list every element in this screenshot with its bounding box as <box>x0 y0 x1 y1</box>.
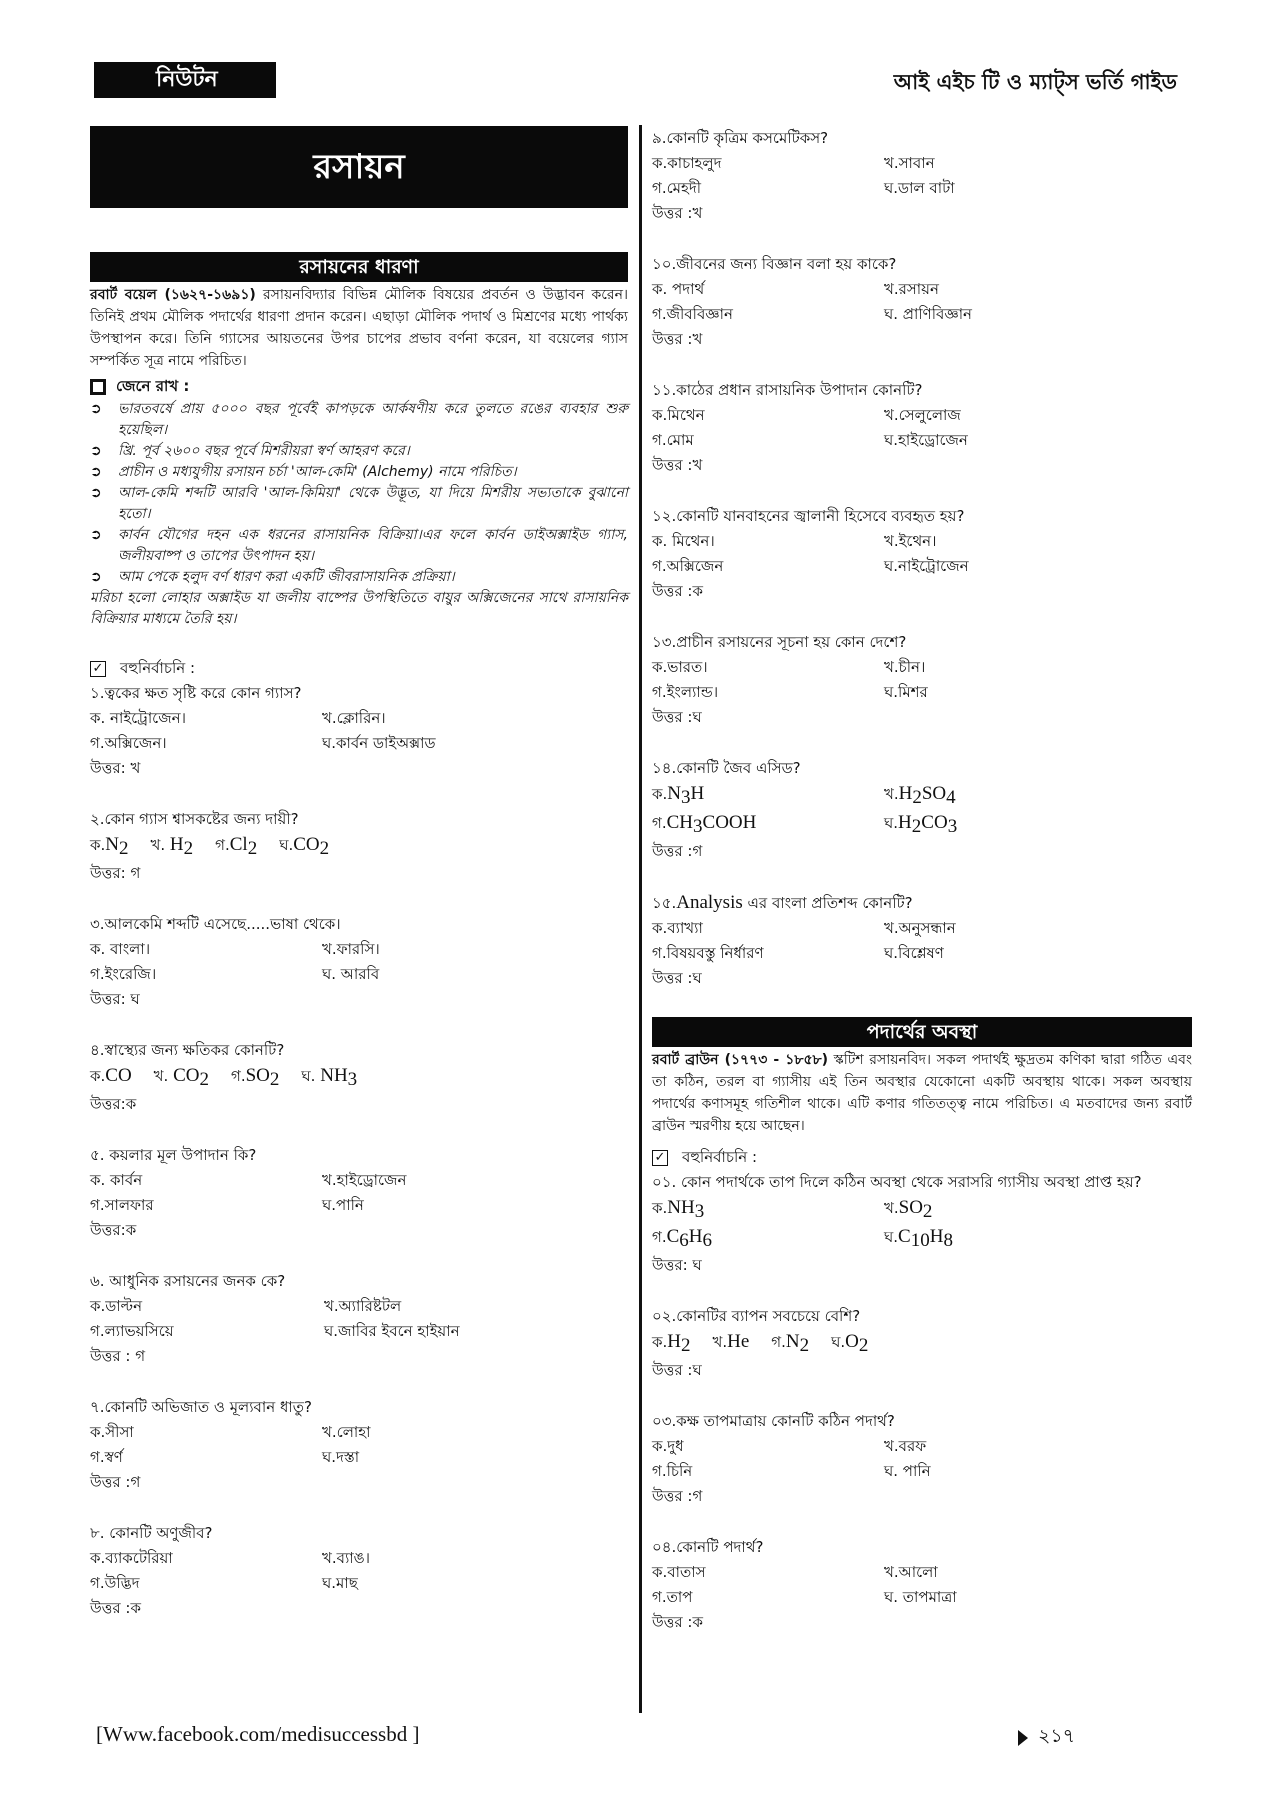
option: ঘ.পানি <box>322 1196 364 1214</box>
option: গ.উদ্ভিদ <box>90 1574 140 1592</box>
option: $গ.C_6H_6$ <box>652 1226 713 1251</box>
states-question-3: ০৩.কক্ষ তাপমাত্রায় কোনটি কঠিন পদার্থ? ক.দুধ খ.বরফ গ.চিনি ঘ. পানি উত্তর :গ <box>652 1409 1192 1509</box>
option: খ.ক্লোরিন। <box>322 709 386 727</box>
option: খ.হাইড্রোজেন <box>322 1171 407 1189</box>
rust-note: মরিচা হলো লোহার অক্সাইড যা জলীয় বাষ্পের উপস্থিতিতে বায়ুর অক্সিজেনের সাথে রাসায়নিক বিক্রিয়ার মাধ্যমে তৈরি হয়। <box>90 590 628 627</box>
option: ক.কাচাহলুদ <box>652 154 722 172</box>
option: গ.স্বর্ণ <box>90 1448 123 1466</box>
answer: উত্তর: খ <box>90 759 141 777</box>
option: খ.রসায়ন <box>884 280 939 298</box>
arrow-bullet-icon: ➲ <box>90 443 102 459</box>
option: গ.ল্যাভয়সিয়ে <box>90 1322 174 1340</box>
option: $ঘ.H_2CO_3$ <box>884 812 958 837</box>
fact-item: ➲ ভারতবর্ষে প্রায় ৫০০০ বছর পূর্বেই কাপড়কে আর্কষণীয় করে তুলতে রঙের ব্যবহার শুরু হয়েছিল। <box>90 401 628 438</box>
answer: উত্তর :গ <box>652 842 703 860</box>
option: ক. নাইট্রোজেন। <box>90 709 186 727</box>
option: ঘ.জাবির ইবনে হাইয়ান <box>324 1322 460 1340</box>
question-1: ১.ত্বকের ক্ষত সৃষ্টি করে কোন গ্যাস? ক. নাইট্রোজেন। খ.ক্লোরিন। গ.অক্সিজেন। ঘ.কার্বন ডাইঅক্সাড উত্তর: খ <box>90 681 628 781</box>
option: ঘ.নাইট্রোজেন <box>884 557 969 575</box>
mcq-heading: ✓ বহুনির্বাচনি : <box>90 656 628 681</box>
option: $গ.CH_3COOH$ <box>652 812 757 837</box>
right-column <box>652 126 1192 1661</box>
answer: উত্তর :ঘ <box>652 1361 702 1379</box>
option: গ.সালফার <box>90 1196 154 1214</box>
option: খ.বরফ <box>884 1437 927 1455</box>
question-3: ৩.আলকেমি শব্দটি এসেছে.....ভাষা থেকে। ক. বাংলা। খ.ফারসি। গ.ইংরেজি। ঘ. আরবি উত্তর: ঘ <box>90 912 628 1012</box>
states-question-2: ০২.কোনটির ব্যাপন সবচেয়ে বেশি? $ক.H_2$ খ.He $গ.N_2$ $ঘ.O_2$ উত্তর :ঘ <box>652 1304 1192 1383</box>
question-13: ১৩.প্রাচীন রসায়নের সূচনা হয় কোন দেশে? ক.ভারত। খ.চীন। গ.ইংল্যান্ড। ঘ.মিশর উত্তর :ঘ <box>652 630 1192 730</box>
answer: উত্তর: ঘ <box>652 1256 702 1274</box>
option: $ক.N_3H$ <box>652 783 705 808</box>
fact-item: ➲ আম পেকে হলুদ বর্ণ ধারণ করা একটি জীবরাসায়নিক প্রক্রিয়া। <box>90 567 628 588</box>
answer: উত্তর :ঘ <box>652 969 702 987</box>
answer: উত্তর: গ <box>90 864 141 882</box>
left-column <box>90 126 628 1647</box>
option: গ.জীববিজ্ঞান <box>652 305 733 323</box>
answer: উত্তর :গ <box>90 1473 141 1491</box>
option: খ.অ্যারিষ্টটল <box>324 1297 402 1315</box>
option: ঘ.মিশর <box>884 683 928 701</box>
header-book-title: আই এইচ টি ও ম্যাট্‌স ভর্তি গাইড <box>893 70 1177 94</box>
question-8: ৮. কোনটি অণুজীব? ক.ব্যাকটেরিয়া খ.ব্যাঙ। গ.উদ্ভিদ ঘ.মাছ উত্তর :ক <box>90 1521 628 1621</box>
option: ক.ব্যাকটেরিয়া <box>90 1549 173 1567</box>
option: ক.বাতাস <box>652 1563 706 1581</box>
arrow-bullet-icon: ➲ <box>90 569 102 585</box>
arrow-bullet-icon: ➲ <box>90 527 102 543</box>
option: খ.ব্যাঙ। <box>322 1549 371 1567</box>
question-15: ১৫.Analysis এর বাংলা প্রতিশব্দ কোনটি? ক.ব্যাখ্যা খ.অনুসন্ধান গ.বিষয়বস্তু নির্ধারণ ঘ.বিশ্লেষণ উত্তর :ঘ <box>652 890 1192 991</box>
mcq-heading: ✓ বহুনির্বাচনি : <box>652 1145 1192 1170</box>
question-6: ৬. আধুনিক রসায়নের জনক কে? ক.ডাল্টন খ.অ্যারিষ্টটল গ.ল্যাভয়সিয়ে ঘ.জাবির ইবনে হাইয়ান উত্তর : গ <box>90 1269 628 1369</box>
question-10: ১০.জীবনের জন্য বিজ্ঞান বলা হয় কাকে? ক. পদার্থ খ.রসায়ন গ.জীববিজ্ঞান ঘ. প্রাণিবিজ্ঞান উত্তর :খ <box>652 252 1192 352</box>
section-title-concept: রসায়নের ধারণা <box>90 252 628 282</box>
option: গ.অক্সিজেন। <box>90 734 167 752</box>
know-label: জেনে রাখ : <box>116 377 190 395</box>
option: $খ.H_2SO_4$ <box>884 783 956 808</box>
states-intro: রবার্ট ব্রাউন (১৭৭৩ - ১৮৫৮) স্কটিশ রসায়নবিদ। সকল পদার্থই ক্ষুদ্রতম কণিকা দ্বারা গঠিত এবং তা কঠিন, তরল বা গ্যাসীয় এই তিন অবস্থার যেকোনো একটি অবস্থায় থাকে। সকল অবস্থায় পদার্থের কণাসমূহ গতিশীল থাকে। এটি কণার গতিতত্ত্ব নামে পরিচিত। এ মতবাদের জন্য রবার্ট ব্রাউন স্মরণীয় হয়ে আছেন। <box>652 1052 1193 1134</box>
option: খ.চীন। <box>884 658 926 676</box>
option: ঘ.দস্তা <box>322 1448 360 1466</box>
answer: উত্তর :ঘ <box>652 708 702 726</box>
option: ক.ডাল্টন <box>90 1297 143 1315</box>
intro-lead: রবার্ট বয়েল (১৬২৭-১৬৯১) <box>90 287 256 303</box>
option: ক. বাংলা। <box>90 940 151 958</box>
option: খ.অনুসন্ধান <box>884 919 956 937</box>
fact-item: ➲ খ্রি. পূর্ব ২৬০০ বছর পূর্বে মিশরীয়রা স্বর্ণ আহরণ করে। <box>90 441 628 462</box>
option: ক. পদার্থ <box>652 280 705 298</box>
option: ক.CO <box>90 1065 132 1086</box>
question-11: ১১.কাঠের প্রধান রাসায়নিক উপাদান কোনটি? ক.মিথেন খ.সেলুলোজ গ.মোম ঘ.হাইড্রোজেন উত্তর :খ <box>652 378 1192 478</box>
answer: উত্তর :খ <box>652 330 703 348</box>
option: গ.অক্সিজেন <box>652 557 724 575</box>
arrow-bullet-icon: ➲ <box>90 485 102 501</box>
option: খ.সেলুলোজ <box>884 406 961 424</box>
answer: উত্তর:ক <box>90 1221 137 1239</box>
section-title-states: পদার্থের অবস্থা <box>652 1017 1192 1047</box>
option: $ঘ.O_2$ <box>831 1331 869 1356</box>
option: ঘ. পানি <box>884 1462 931 1480</box>
option: $গ.Cl_2$ <box>215 834 258 859</box>
fact-item: ➲ প্রাচীন ও মধ্যযুগীয় রসায়ন চর্চা 'আল-কেমি' (Alchemy) নামে পরিচিত। <box>90 462 628 483</box>
header-publisher-label: নিউটন <box>94 62 276 98</box>
answer: উত্তর :খ <box>652 456 703 474</box>
option: $ক.NH_3$ <box>652 1197 705 1222</box>
answer: উত্তর : গ <box>90 1347 146 1365</box>
option: $গ.N_2$ <box>771 1331 810 1356</box>
option: গ.ইংল্যান্ড। <box>652 683 719 701</box>
intro-body: রসায়নবিদ্যার বিভিন্ন মৌলিক বিষয়ের প্রবর্তন ও উদ্ভাবন করেন। তিনিই প্রথম মৌলিক পদার্থের ধারণা প্রদান করেন। এছাড়া মৌলিক পদার্থ ও মিশ্রণের মধ্যে পার্থক্য উপস্থাপন করে। তিনি গ্যাসের আয়তনের উপর চাপের প্রভাব বর্ণনা করেন, যা বয়েলের গ্যাস সম্পর্কিত সূত্র নামে পরিচিত। <box>90 287 628 369</box>
answer: উত্তর :গ <box>652 1487 703 1505</box>
footer-link[interactable]: [Www.facebook.com/medisuccessbd ] <box>96 1722 420 1746</box>
states-question-1: ০১. কোন পদার্থকে তাপ দিলে কঠিন অবস্থা থেকে সরাসরি গ্যাসীয় অবস্থা প্রাপ্ত হয়? $ক.NH_3$ $খ.SO_2$ $গ.C_6H_6$ $ঘ.C_{10}H_8$ উত্তর: ঘ <box>652 1170 1192 1278</box>
option: ঘ.ডাল বাটা <box>884 179 955 197</box>
option: ক.সীসা <box>90 1423 134 1441</box>
option: গ.মোম <box>652 431 694 449</box>
option: ঘ. $NH_3$ <box>301 1065 358 1090</box>
option: গ.বিষয়বস্তু নির্ধারণ <box>652 944 764 962</box>
column-divider <box>639 125 642 1713</box>
question-14: ১৪.কোনটি জৈব এসিড? $ক.N_3H$ $খ.H_2SO_4$ $গ.CH_3COOH$ $ঘ.H_2CO_3$ উত্তর :গ <box>652 756 1192 864</box>
option: ঘ.মাছ <box>322 1574 358 1592</box>
option: ঘ.কার্বন ডাইঅক্সাড <box>322 734 436 752</box>
triangle-right-icon <box>1018 1730 1028 1746</box>
option: ক. কার্বন <box>90 1171 143 1189</box>
option: $ক.H_2$ <box>652 1331 691 1356</box>
option: ক.ব্যাখ্যা <box>652 919 703 937</box>
answer: উত্তর :ক <box>652 582 703 600</box>
fact-item: ➲ আল-কেমি শব্দটি আরবি 'আল-কিমিয়া' থেকে উদ্ভূত, যা দিয়ে মিশরীয় সভ্যতাকে বুঝানো হতো। <box>90 485 628 522</box>
option: ক.মিথেন <box>652 406 705 424</box>
arrow-bullet-icon: ➲ <box>90 401 102 417</box>
know-heading <box>90 374 628 399</box>
page-number: ২১৭ <box>1038 1725 1076 1747</box>
option: $গ.SO_2$ <box>230 1065 280 1090</box>
footer-page <box>1018 1722 1075 1754</box>
fact-item: ➲ কার্বন যৌগের দহন এক ধরনের রাসায়নিক বিক্রিয়া।এর ফলে কার্বন ডাইঅক্সাইড গ্যাস, জলীয়বাষ্প ও তাপের উৎপাদন হয়। <box>90 527 628 564</box>
question-5: ৫. কয়লার মূল উপাদান কি? ক. কার্বন খ.হাইড্রোজেন গ.সালফার ঘ.পানি উত্তর:ক <box>90 1143 628 1243</box>
arrow-bullet-icon: ➲ <box>90 464 102 480</box>
subject-title: রসায়ন <box>90 126 628 208</box>
option: গ.চিনি <box>652 1462 693 1480</box>
option: ঘ.হাইড্রোজেন <box>884 431 968 449</box>
question-7: ৭.কোনটি অভিজাত ও মূল্যবান ধাতু? ক.সীসা খ.লোহা গ.স্বর্ণ ঘ.দস্তা উত্তর :গ <box>90 1395 628 1495</box>
option: $খ.SO_2$ <box>884 1197 933 1222</box>
question-9: ৯.কোনটি কৃত্রিম কসমেটিকস? ক.কাচাহলুদ খ.সাবান গ.মেহদী ঘ.ডাল বাটা উত্তর :খ <box>652 126 1192 226</box>
states-question-4: ০৪.কোনটি পদার্থ? ক.বাতাস খ.আলো গ.তাপ ঘ. তাপমাত্রা উত্তর :ক <box>652 1535 1192 1635</box>
option: ঘ.বিশ্লেষণ <box>884 944 944 962</box>
option: খ. $H_2$ <box>150 834 194 859</box>
answer: উত্তর: ঘ <box>90 990 140 1008</box>
checkbox-icon: ✓ <box>90 661 106 677</box>
option: ঘ. তাপমাত্রা <box>884 1588 957 1606</box>
option: $ক.N_2$ <box>90 834 129 859</box>
option: $ঘ.C_{10}H_8$ <box>884 1226 953 1251</box>
option: গ.তাপ <box>652 1588 693 1606</box>
option: ক. মিথেন। <box>652 532 715 550</box>
intro-paragraph <box>90 284 628 372</box>
option: খ.ফারসি। <box>322 940 380 958</box>
square-bullet-icon <box>90 379 106 395</box>
option: খ.ইথেন। <box>884 532 937 550</box>
question-12: ১২.কোনটি যানবাহনের জ্বালানী হিসেবে ব্যবহৃত হয়? ক. মিথেন। খ.ইথেন। গ.অক্সিজেন ঘ.নাইট্রোজেন উত্তর :ক <box>652 504 1192 604</box>
question-4: ৪.স্বাস্থ্যের জন্য ক্ষতিকর কোনটি? ক.CO খ. $CO_2$ $গ.SO_2$ ঘ. $NH_3$ উত্তর:ক <box>90 1038 628 1117</box>
option: খ.লোহা <box>322 1423 371 1441</box>
question-2: ২.কোন গ্যাস শ্বাসকষ্টের জন্য দায়ী? $ক.N_2$ খ. $H_2$ $গ.Cl_2$ $ঘ.CO_2$ উত্তর: গ <box>90 807 628 886</box>
checkbox-icon: ✓ <box>652 1150 668 1166</box>
option: গ.মেহদী <box>652 179 702 197</box>
option: খ.আলো <box>884 1563 938 1581</box>
option: খ. $CO_2$ <box>153 1065 209 1090</box>
option: খ.He <box>712 1331 750 1352</box>
answer: উত্তর:ক <box>90 1095 137 1113</box>
option: খ.সাবান <box>884 154 935 172</box>
answer: উত্তর :ক <box>652 1613 703 1631</box>
option: ঘ. প্রাণিবিজ্ঞান <box>884 305 973 323</box>
option: গ.ইংরেজি। <box>90 965 157 983</box>
option: ঘ. আরবি <box>322 965 380 983</box>
option: $ঘ.CO_2$ <box>279 834 330 859</box>
answer: উত্তর :খ <box>652 204 703 222</box>
option: ক.দুধ <box>652 1437 684 1455</box>
option: ক.ভারত। <box>652 658 708 676</box>
answer: উত্তর :ক <box>90 1599 141 1617</box>
